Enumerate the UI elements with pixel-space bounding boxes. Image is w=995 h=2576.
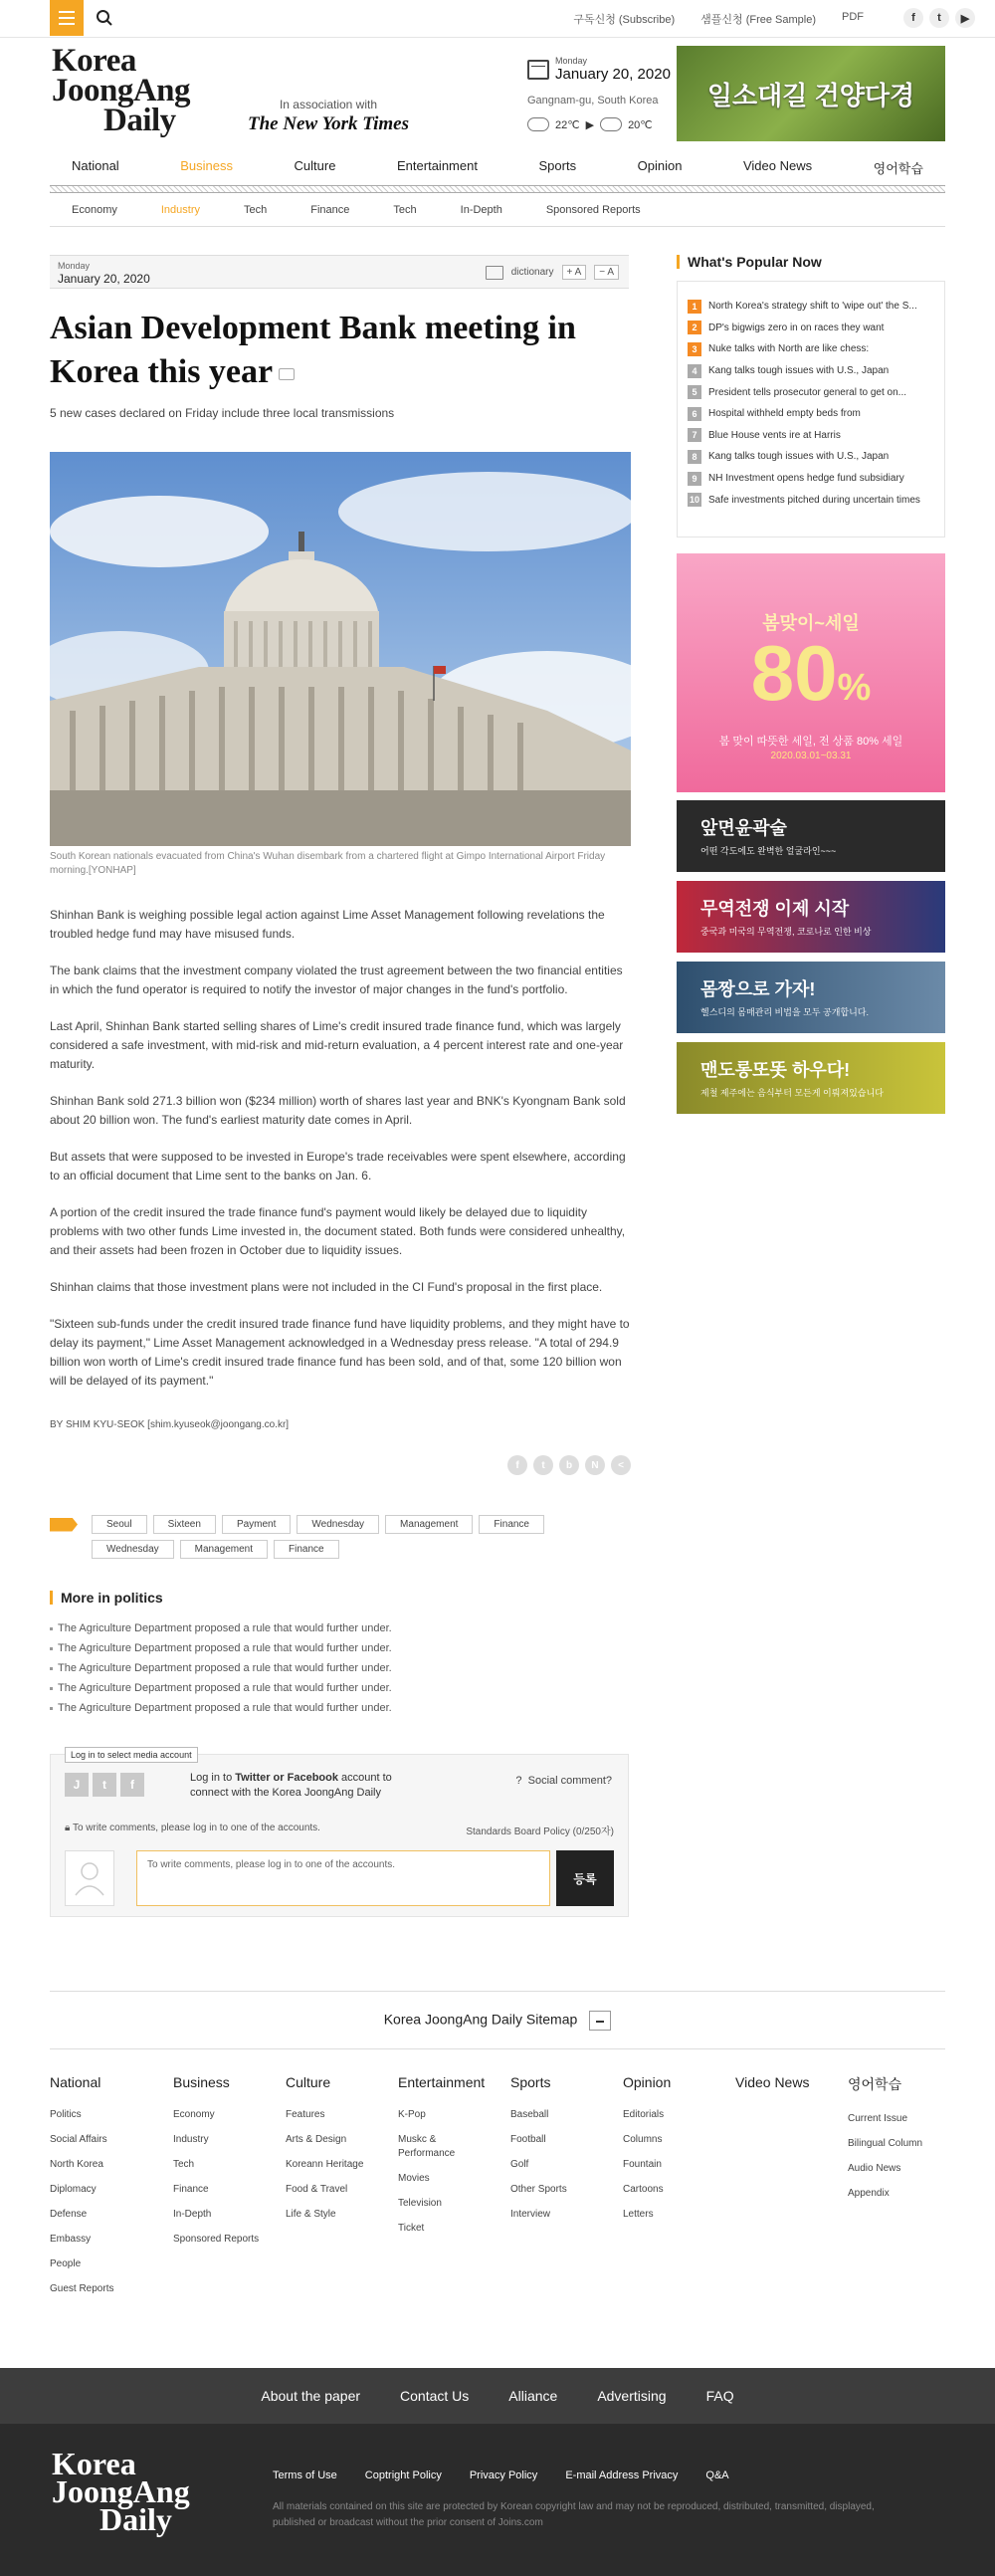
tag-item[interactable]: Management bbox=[385, 1515, 473, 1534]
sitemap-col-title[interactable]: Video News bbox=[735, 2074, 810, 2090]
subnav-finance[interactable]: Finance bbox=[310, 204, 350, 216]
share-facebook-icon[interactable]: f bbox=[507, 1455, 527, 1475]
popular-item[interactable] bbox=[688, 425, 934, 447]
popular-item[interactable] bbox=[688, 489, 934, 511]
sitemap-link[interactable]: Embassy bbox=[50, 2234, 92, 2245]
login-tooltip: Log in to select media account bbox=[65, 1747, 198, 1763]
sitemap-link[interactable]: Fountain bbox=[623, 2159, 662, 2170]
share-buttons bbox=[507, 1455, 631, 1475]
lock-icon: 🔒︎ bbox=[65, 1823, 71, 1833]
sitemap-col-title[interactable]: Culture bbox=[286, 2074, 331, 2090]
sitemap-col-sports bbox=[510, 2074, 620, 2233]
sitemap-col-title[interactable]: National bbox=[50, 2074, 101, 2090]
ad-strip[interactable] bbox=[677, 881, 945, 953]
popular-item-text: Nuke talks with North are like chess: bbox=[708, 343, 870, 355]
sitemap-link[interactable]: Industry bbox=[173, 2134, 209, 2145]
ad-strip[interactable] bbox=[677, 962, 945, 1033]
footer-contact[interactable]: Contact Us bbox=[400, 2388, 470, 2404]
sitemap-col-opinion bbox=[623, 2074, 732, 2233]
article-byline: BY SHIM KYU-SEOK [shim.kyuseok@joongang.co.kr] bbox=[50, 1419, 290, 1430]
share-twitter-icon[interactable]: t bbox=[533, 1455, 553, 1475]
rank-badge: 7 bbox=[688, 428, 701, 442]
footer-faq[interactable]: FAQ bbox=[705, 2388, 734, 2404]
ad-big-number bbox=[677, 629, 945, 728]
footer-terms[interactable]: Terms of Use bbox=[273, 2469, 337, 2481]
char-count: (0/250자) bbox=[572, 1826, 614, 1837]
ad-strip-title: 맨도롱또똣 하우다! bbox=[700, 1060, 851, 1080]
logo-line: JoongAng bbox=[52, 2473, 190, 2509]
rain-cloud-icon bbox=[600, 117, 622, 131]
date-box bbox=[527, 56, 671, 83]
dictionary-link[interactable]: dictionary bbox=[510, 267, 554, 278]
footer-privacy[interactable]: Privacy Policy bbox=[469, 2469, 538, 2481]
footer-sub-links bbox=[273, 2469, 729, 2481]
sitemap-collapse-button[interactable] bbox=[589, 2011, 611, 2031]
header-day: Monday bbox=[555, 56, 588, 66]
social-comment-label: Social comment? bbox=[527, 1775, 612, 1787]
sitemap-title: Korea JoongAng Daily Sitemap bbox=[383, 2011, 578, 2028]
sitemap-col-title[interactable]: 영어학습 bbox=[848, 2076, 902, 2092]
rank-badge: 6 bbox=[688, 407, 701, 421]
main-nav bbox=[50, 152, 945, 186]
comment-box bbox=[50, 1750, 629, 1917]
comment-policy bbox=[466, 1823, 614, 1837]
sitemap-link[interactable]: Bilingual Column bbox=[848, 2138, 923, 2149]
ad-percent: % bbox=[837, 667, 872, 709]
facebook-login-icon[interactable]: f bbox=[120, 1773, 144, 1797]
nav-culture[interactable]: Culture bbox=[294, 158, 336, 173]
subnav-industry[interactable]: Industry bbox=[160, 204, 200, 216]
top-links bbox=[573, 11, 864, 27]
sitemap-col-english bbox=[848, 2074, 947, 2212]
article-paragraph: "Sixteen sub-funds under the credit insured trade finance fund have liquidity problems, and they might have to delay its payment," Lime Asset Management acknowledged in a Wednesday press release. "A total of 294.9 billion won worth of Lime's credit insured trade finance fund has been sold, and of that, some 120 billion won will be delayed of its payment." bbox=[50, 1317, 630, 1388]
sitemap-link[interactable]: Movies bbox=[398, 2173, 430, 2184]
sitemap-link[interactable]: Features bbox=[286, 2109, 325, 2120]
popular-item-text: Kang talks tough issues with U.S., Japan bbox=[708, 451, 890, 463]
sitemap-link[interactable]: Television bbox=[398, 2198, 442, 2209]
list-item[interactable]: The Agriculture Department proposed a rule that would further under. bbox=[50, 1638, 392, 1658]
share-naver-icon[interactable]: N bbox=[585, 1455, 605, 1475]
article-date-bar bbox=[50, 255, 629, 289]
photo-caption: South Korean nationals evacuated from China's Wuhan disembark from a chartered flight at Gimpo International Airport Friday morning.[YONHAP] bbox=[50, 851, 606, 876]
sitemap-divider bbox=[50, 2048, 945, 2049]
menu-button[interactable] bbox=[50, 0, 84, 36]
popular-item-text: Kang talks tough issues with U.S., Japan bbox=[708, 365, 890, 377]
top-bar bbox=[0, 0, 995, 38]
tag-icon bbox=[50, 1518, 78, 1532]
tag-item[interactable]: Payment bbox=[222, 1515, 291, 1534]
ad-subtitle: 봄 맞이 따뜻한 세일, 전 상품 80% 세일 bbox=[718, 736, 903, 748]
association-label: In association with bbox=[279, 98, 378, 111]
more-in-politics-title: More in politics bbox=[50, 1591, 163, 1605]
logo-line: Korea bbox=[52, 2446, 136, 2481]
login-instructions bbox=[190, 1771, 429, 1801]
popular-item-text: Safe investments pitched during uncertain times bbox=[708, 494, 920, 506]
site-logo[interactable] bbox=[52, 43, 191, 138]
rank-badge: 8 bbox=[688, 450, 701, 464]
tag-item[interactable]: Finance bbox=[479, 1515, 544, 1534]
popular-item[interactable] bbox=[688, 360, 934, 382]
question-icon: ? bbox=[515, 1775, 522, 1787]
sitemap-link[interactable]: Interview bbox=[510, 2209, 551, 2220]
twitter-login-icon[interactable]: t bbox=[93, 1773, 116, 1797]
sitemap-link[interactable]: Muskc & Performance bbox=[398, 2134, 456, 2159]
tag-item[interactable]: Seoul bbox=[92, 1515, 147, 1534]
tag-item[interactable]: Finance bbox=[274, 1540, 339, 1559]
tag-item[interactable]: Management bbox=[180, 1540, 268, 1559]
popular-item[interactable] bbox=[688, 318, 934, 339]
share-blog-icon[interactable]: b bbox=[559, 1455, 579, 1475]
sitemap-link[interactable]: Appendix bbox=[848, 2188, 890, 2199]
article-paragraph: Shinhan Bank sold 271.3 billion won ($234 million) worth of shares last year and BNK's Kyongnam Bank sold about 20 billion won. The fund's earliest maturity date comes in April. bbox=[50, 1094, 626, 1127]
header-ad[interactable]: 일소대길 건양다경 bbox=[677, 46, 945, 141]
article-paragraph: Shinhan Bank is weighing possible legal action against Lime Asset Management following revelations the troubled hedge fund may have misused funds. bbox=[50, 908, 605, 941]
sitemap-col-title[interactable]: Business bbox=[173, 2074, 230, 2090]
temp-next: 20℃ bbox=[628, 118, 653, 131]
sitemap-link[interactable]: Audio News bbox=[848, 2163, 901, 2174]
login-text: Log in to bbox=[190, 1772, 236, 1784]
footer-alliance[interactable]: Alliance bbox=[508, 2388, 558, 2404]
article-day: Monday bbox=[58, 261, 91, 271]
sitemap-link[interactable]: Economy bbox=[173, 2109, 215, 2120]
article-paragraph: Last April, Shinhan Bank started selling shares of Lime's credit insured trade finance fund, which was largely considered a safe investment, with mid-risk and mid-return evaluation, a 4 percent interest rate and one-year maturity. bbox=[50, 1019, 624, 1071]
headline-text: Asian Development Bank meeting in Korea this year bbox=[50, 310, 576, 390]
popular-item-text: North Korea's strategy shift to 'wipe out' the S... bbox=[708, 301, 917, 313]
speaker-icon[interactable] bbox=[279, 368, 295, 380]
sitemap-link[interactable]: North Korea bbox=[50, 2159, 103, 2170]
twitter-icon[interactable]: t bbox=[929, 8, 949, 28]
dictionary-icon[interactable] bbox=[486, 266, 503, 280]
login-bold: Twitter or Facebook bbox=[235, 1772, 338, 1784]
subnav-in-depth[interactable]: In-Depth bbox=[460, 204, 502, 216]
popular-item[interactable] bbox=[688, 403, 934, 425]
popular-item-text: DP's bigwigs zero in on races they want bbox=[708, 322, 885, 333]
list-item[interactable]: The Agriculture Department proposed a rule that would further under. bbox=[50, 1678, 392, 1698]
subnav-sponsored[interactable]: Sponsored Reports bbox=[545, 204, 641, 216]
weather-location: Gangnam-gu, South Korea bbox=[527, 95, 659, 107]
popular-title: What's Popular Now bbox=[677, 255, 822, 269]
ad-title: 봄맞이~세일 bbox=[762, 613, 860, 633]
joins-login-icon[interactable]: J bbox=[65, 1773, 89, 1797]
subscribe-link[interactable]: 구독신청 (Subscribe) bbox=[573, 14, 676, 26]
ad-strip-sub: 중국과 미국의 무역전쟁, 코로나로 인한 비상 bbox=[700, 927, 872, 937]
sitemap-col-entertainment bbox=[398, 2074, 498, 2247]
logo-line: JoongAng bbox=[52, 73, 191, 108]
popular-item[interactable] bbox=[688, 381, 934, 403]
article-headline bbox=[50, 307, 607, 394]
sitemap-link[interactable]: Defense bbox=[50, 2209, 88, 2220]
nav-opinion[interactable]: Opinion bbox=[637, 158, 683, 173]
sitemap-link[interactable]: Ticket bbox=[398, 2223, 425, 2234]
popular-item[interactable] bbox=[688, 338, 934, 360]
arrow-right-icon: ▶ bbox=[585, 118, 595, 131]
sidebar-sale-ad[interactable] bbox=[677, 553, 945, 792]
popular-item-text: Hospital withheld empty beds from bbox=[708, 408, 861, 420]
article-photo bbox=[50, 452, 631, 846]
logo-line: Korea bbox=[52, 43, 136, 79]
comment-note bbox=[65, 1823, 320, 1833]
free-sample-link[interactable]: 샘플신청 (Free Sample) bbox=[700, 14, 816, 26]
sitemap-link[interactable]: Columns bbox=[623, 2134, 663, 2145]
login-text: account to connect with the Korea JoongAng Daily bbox=[190, 1772, 392, 1799]
ad-strip-sub: 헬스디의 몸매관리 비법을 모두 공개합니다. bbox=[700, 1007, 869, 1017]
rank-badge: 9 bbox=[688, 472, 701, 486]
calendar-icon bbox=[527, 60, 549, 80]
weather bbox=[527, 117, 653, 131]
sitemap-col-title[interactable]: Entertainment bbox=[398, 2074, 486, 2090]
footer-qa[interactable]: Q&A bbox=[705, 2469, 729, 2481]
sitemap-link[interactable]: Baseball bbox=[510, 2109, 549, 2120]
sitemap-link[interactable]: Guest Reports bbox=[50, 2283, 114, 2294]
subnav-tech-2[interactable]: Tech bbox=[393, 204, 417, 216]
sitemap-link[interactable]: Politics bbox=[50, 2109, 82, 2120]
nav-sports[interactable]: Sports bbox=[538, 158, 577, 173]
sitemap-link[interactable]: Football bbox=[510, 2134, 546, 2145]
rank-badge: 2 bbox=[688, 321, 701, 334]
sitemap-link[interactable]: K-Pop bbox=[398, 2109, 426, 2120]
ad-strip-title: 무역전쟁 이제 시작 bbox=[700, 899, 850, 919]
sitemap-link[interactable]: Finance bbox=[173, 2184, 209, 2195]
popular-item-text: Blue House vents ire at Harris bbox=[708, 429, 841, 441]
footer-main-links bbox=[0, 2368, 995, 2424]
sitemap-divider bbox=[50, 1991, 945, 1992]
footer-advertising[interactable]: Advertising bbox=[597, 2388, 667, 2404]
logo-line: Daily bbox=[103, 103, 176, 138]
font-increase-button[interactable]: + A bbox=[562, 265, 587, 280]
rank-badge: 1 bbox=[688, 300, 701, 314]
article-paragraph: The bank claims that the investment company violated the trust agreement between the two financial entities in which the fund operator is required to notify the investor of major changes in the fund's portfolio. bbox=[50, 964, 623, 996]
sitemap-link[interactable]: Letters bbox=[623, 2209, 654, 2220]
article-body bbox=[50, 906, 631, 1408]
sitemap-col-title[interactable]: Opinion bbox=[623, 2074, 672, 2090]
sitemap-link[interactable]: Life & Style bbox=[286, 2209, 336, 2220]
share-more-icon[interactable]: < bbox=[611, 1455, 631, 1475]
popular-list bbox=[677, 281, 945, 537]
sub-nav bbox=[50, 195, 945, 227]
sitemap-link[interactable]: Sponsored Reports bbox=[173, 2234, 260, 2245]
tag-item[interactable]: Wednesday bbox=[92, 1540, 174, 1559]
list-item[interactable]: The Agriculture Department proposed a rule that would further under. bbox=[50, 1658, 392, 1678]
rank-badge: 4 bbox=[688, 364, 701, 378]
subnav-economy[interactable]: Economy bbox=[72, 204, 117, 216]
subnav-tech[interactable]: Tech bbox=[244, 204, 268, 216]
article-date: January 20, 2020 bbox=[58, 272, 150, 286]
sitemap-link[interactable]: Current Issue bbox=[848, 2113, 908, 2124]
sitemap-link[interactable]: People bbox=[50, 2258, 82, 2269]
list-item[interactable]: The Agriculture Department proposed a rule that would further under. bbox=[50, 1618, 392, 1638]
sitemap-link[interactable]: Social Affairs bbox=[50, 2134, 107, 2145]
tag-item[interactable]: Wednesday bbox=[297, 1515, 379, 1534]
tag-list bbox=[50, 1515, 607, 1559]
sitemap-col-culture bbox=[286, 2074, 395, 2233]
header-date: January 20, 2020 bbox=[555, 66, 671, 83]
ad-strip-title: 몸짱으로 가자! bbox=[700, 979, 816, 999]
submit-comment-button[interactable]: 등록 bbox=[556, 1850, 614, 1906]
nav-video-news[interactable]: Video News bbox=[742, 158, 813, 173]
sitemap-header bbox=[0, 2011, 995, 2031]
sitemap-link[interactable]: Other Sports bbox=[510, 2184, 567, 2195]
policy-link[interactable]: Standards Board Policy bbox=[466, 1826, 570, 1837]
ad-strip[interactable] bbox=[677, 800, 945, 872]
avatar bbox=[65, 1850, 114, 1906]
nav-divider bbox=[50, 185, 945, 193]
facebook-icon[interactable]: f bbox=[903, 8, 923, 28]
popular-item[interactable] bbox=[688, 296, 934, 318]
rank-badge: 5 bbox=[688, 385, 701, 399]
temp-now: 22℃ bbox=[555, 118, 580, 131]
sitemap-col-national bbox=[50, 2074, 159, 2307]
ad-strip-title: 앞면윤곽술 bbox=[700, 818, 787, 838]
sitemap-link[interactable]: Diplomacy bbox=[50, 2184, 97, 2195]
sitemap-link[interactable]: Food & Travel bbox=[286, 2184, 348, 2195]
article-subhead: 5 new cases declared on Friday include three local transmissions bbox=[50, 406, 395, 420]
ad-big-value: 80 bbox=[750, 629, 838, 717]
social-links bbox=[903, 8, 975, 28]
search-icon[interactable] bbox=[96, 9, 113, 27]
article-tools bbox=[486, 265, 619, 280]
font-decrease-button[interactable]: − A bbox=[594, 265, 619, 280]
ad-date: 2020.03.01~03.31 bbox=[770, 751, 852, 761]
popular-item-text: President tells prosecutor general to get on... bbox=[708, 386, 907, 398]
youtube-icon[interactable]: ▶ bbox=[955, 8, 975, 28]
ad-strip-sub: 제철 제주에는 음식부터 모든게 이뤄져있습니다 bbox=[700, 1088, 884, 1098]
nav-english-learning[interactable]: 영어학습 bbox=[873, 161, 923, 176]
article-paragraph: Shinhan claims that those investment plans were not included in the CI Fund's proposal in the first place. bbox=[50, 1280, 603, 1294]
user-silhouette-icon bbox=[66, 1851, 113, 1905]
footer-copyright: All materials contained on this site are protected by Korean copyright law and may not be reproduced, distributed, transmitted, displayed, published or broadcast without the prior consent of Joins.com bbox=[273, 2501, 875, 2528]
more-in-politics-list bbox=[50, 1618, 392, 1718]
article-paragraph: A portion of the credit insured the trade finance fund's payment would likely be delayed due to liquidity problems with two other funds Lime invested in, the document stated. Both funds were considered unhealthy, and their assets had been frozen in October due to liquidity issues. bbox=[50, 1205, 626, 1257]
pdf-link[interactable]: PDF bbox=[842, 11, 864, 23]
comment-input[interactable]: To write comments, please log in to one of the accounts. bbox=[136, 1850, 550, 1906]
comment-note-text: To write comments, please log in to one of the accounts. bbox=[72, 1823, 320, 1833]
footer-bottom bbox=[0, 2424, 995, 2576]
sitemap-link[interactable]: Koreann Heritage bbox=[286, 2159, 364, 2170]
ad-strip[interactable] bbox=[677, 1042, 945, 1114]
rank-badge: 3 bbox=[688, 342, 701, 356]
sitemap-link[interactable]: Editorials bbox=[623, 2109, 665, 2120]
rank-badge: 10 bbox=[689, 495, 699, 506]
rain-cloud-icon bbox=[527, 117, 549, 131]
sitemap-link[interactable]: Cartoons bbox=[623, 2184, 664, 2195]
footer-about[interactable]: About the paper bbox=[261, 2388, 361, 2404]
nav-national[interactable]: National bbox=[72, 158, 119, 173]
footer-copyright-policy[interactable]: Coptright Policy bbox=[364, 2469, 442, 2481]
sitemap-col-title[interactable]: Sports bbox=[510, 2074, 551, 2090]
capitol-building-image bbox=[50, 452, 631, 846]
logo-line: Daily bbox=[100, 2501, 172, 2537]
sitemap-link[interactable]: In-Depth bbox=[173, 2209, 212, 2220]
list-item[interactable]: The Agriculture Department proposed a rule that would further under. bbox=[50, 1698, 392, 1718]
ad-strip-sub: 어떤 각도에도 완벽한 얼굴라인~~~ bbox=[700, 846, 837, 856]
popular-item-text: NH Investment opens hedge fund subsidiary bbox=[708, 473, 904, 485]
nav-entertainment[interactable]: Entertainment bbox=[397, 158, 478, 173]
sitemap-col-business bbox=[173, 2074, 283, 2257]
popular-item[interactable] bbox=[688, 468, 934, 490]
popular-item[interactable] bbox=[688, 446, 934, 468]
tag-item[interactable]: Sixteen bbox=[153, 1515, 216, 1534]
social-comment-help[interactable] bbox=[515, 1775, 612, 1787]
sitemap-link[interactable]: Tech bbox=[173, 2159, 195, 2170]
footer-logo[interactable] bbox=[52, 2446, 190, 2537]
sitemap-col-video-news bbox=[735, 2074, 845, 2108]
nav-business[interactable]: Business bbox=[158, 152, 255, 186]
nyt-logo[interactable]: The New York Times bbox=[247, 113, 410, 134]
sitemap-link[interactable]: Golf bbox=[510, 2159, 529, 2170]
sitemap-link[interactable]: Arts & Design bbox=[286, 2134, 347, 2145]
footer-email-privacy[interactable]: E-mail Address Privacy bbox=[565, 2469, 679, 2481]
article-paragraph: But assets that were supposed to be invested in Europe's trade receivables were spent elsewhere, according to an official document that Lime sent to the banks on Jan. 6. bbox=[50, 1150, 626, 1182]
